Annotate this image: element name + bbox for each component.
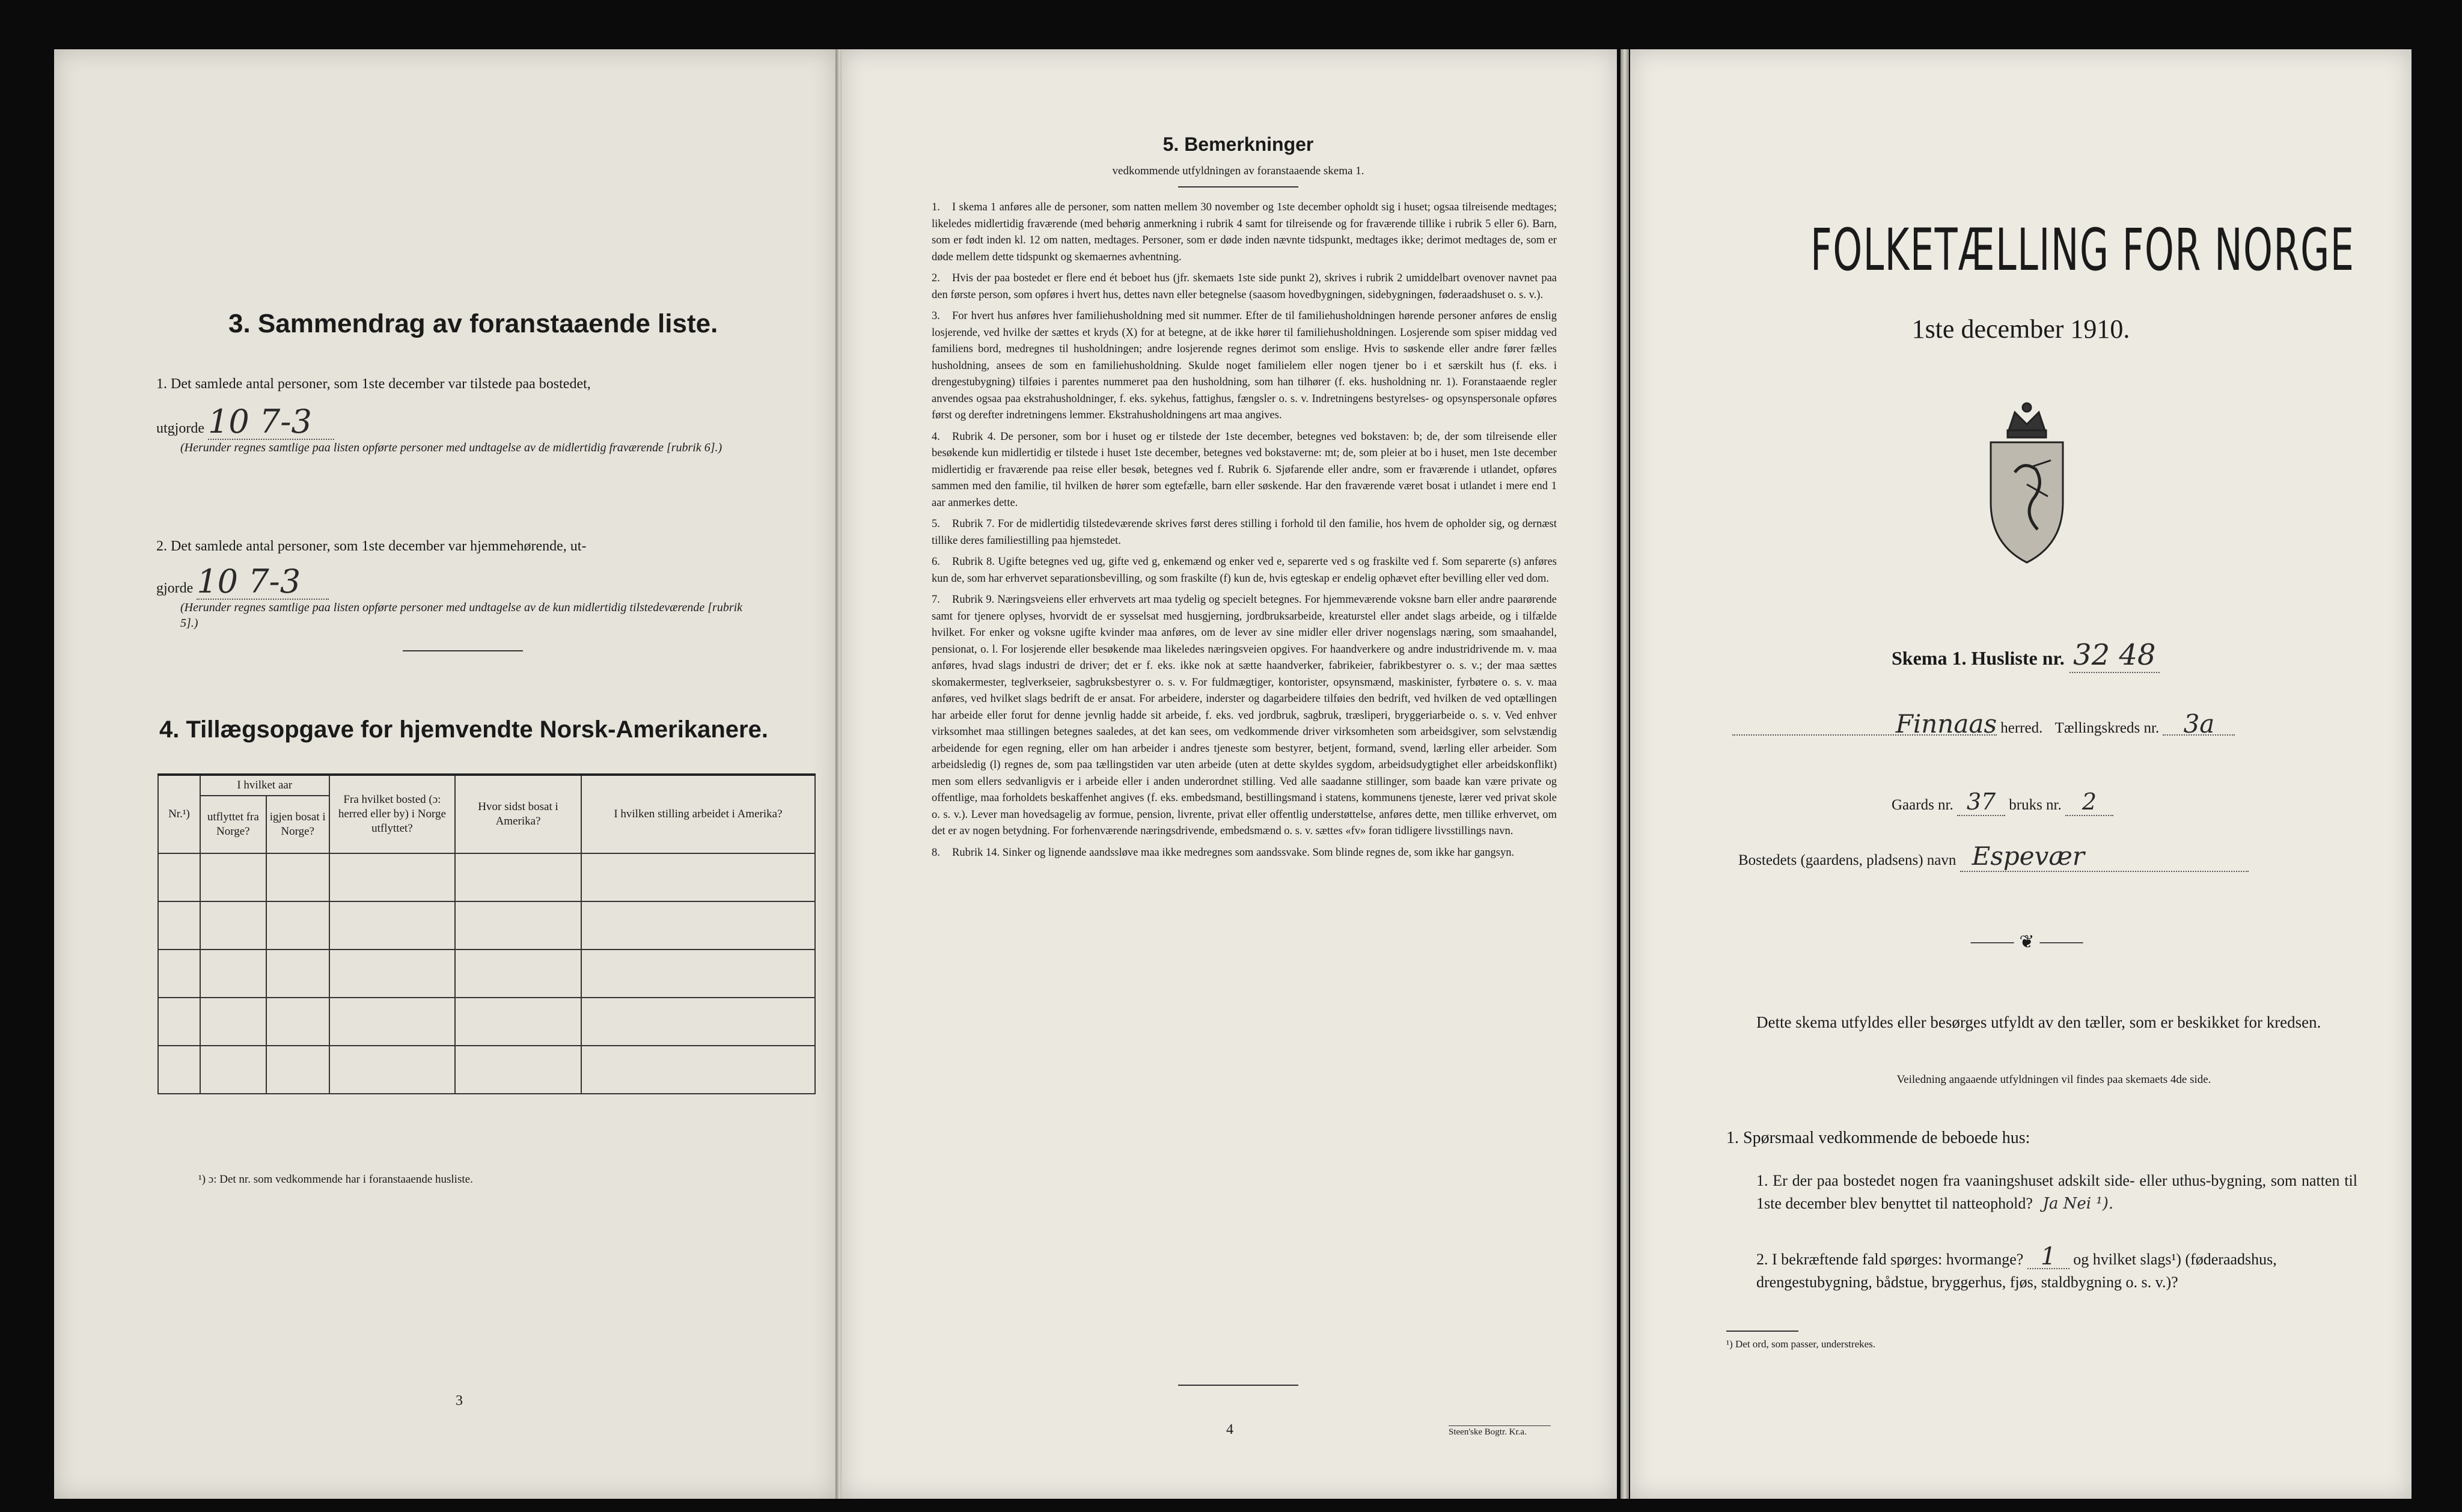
- section4-title: 4. Tillægsopgave for hjemvendte Norsk-Amerikanere.: [159, 716, 768, 743]
- bosted-line: [1738, 841, 2249, 872]
- spine-right: [1620, 49, 1629, 1499]
- summary-item-1-prefix: utgjorde: [156, 421, 204, 436]
- end-rule: [1178, 1385, 1298, 1386]
- page-middle: [842, 49, 1617, 1499]
- bruks-label: bruks nr.: [2009, 797, 2062, 813]
- remarks-list: [932, 200, 1557, 866]
- table-footnote: ¹) ɔ: Det nr. som vedkommende har i foranstaaende husliste.: [198, 1173, 473, 1186]
- table-row: [158, 1046, 815, 1094]
- summary-item-2-text: 2. Det samlede antal personer, som 1ste december var hjemmehørende, ut-: [156, 538, 587, 554]
- page-right: [1630, 49, 2412, 1499]
- remark-5: 5. Rubrik 7. For de midlertidig tilstedeværende skrives først deres stilling i forhold til den familie, hos hvem de opholder sig, og dernæst tillike deres familiestilling paa hjemstedet.: [932, 518, 1557, 547]
- table-row: [158, 901, 815, 950]
- norsk-amerikanere-table: [157, 773, 816, 1094]
- summary-item-1: [156, 374, 775, 456]
- question-1-2-count: 1: [2027, 1245, 2069, 1269]
- gaards-label: Gaards nr.: [1892, 797, 1953, 813]
- remark-3: 3. For hvert hus anføres hver familiehusholdning med sit nummer. Efter de til familiehusholdningen hørende personer anføres de enslig losjerende, ved hvilke der sættes et kryds (X) for at betegne, at de ikke hører til familiehusholdningen. Losjerende som spiser middag ved familiens bord, medregnes til husholdningen; andre losjerende regnes derimot som enslige. Hvis to søskende eller andre fører fælles husholdning, ansees de som en familiehusholdning. Skulde noget familielem eller nogen tjener bo i et særskilt hus (f. eks. i drengestubygning) tilføies i parentes nummeret paa den husholdning, som han tilhører (f. eks. husholdning nr. 1). Foranstaaende regler anvendes ogsaa paa ekstrahusholdninger, f. eks. sykehus, fattighus, fængsler o. s. v. Indretningens bestyrelses- og opsynspersonale opføres først og derefter indretningens lemmer. Ekstrahusholdningens art maa angives.: [932, 310, 1557, 421]
- bruks-value: 2: [2065, 788, 2113, 816]
- question-1-2-text-b: og hvilket slags¹) (føderaadshus, drengestubygning, bådstue, bryggerhus, fjøs, staldbygning o. s. v.)?: [1756, 1251, 2277, 1291]
- gaards-value: 37: [1957, 788, 2005, 816]
- col-igjen: igjen bosat i Norge?: [266, 796, 329, 853]
- question-1-title: 1. Spørsmaal vedkommende de beboede hus:: [1726, 1129, 2030, 1147]
- summary-item-2-prefix: gjorde: [156, 581, 194, 596]
- col-nr: Nr.¹): [158, 775, 200, 853]
- col-utflyttet: utflyttet fra Norge?: [200, 796, 266, 853]
- ornament: ⸻ ❦ ⸻: [1970, 932, 2084, 952]
- census-title: FOLKETÆLLING FOR NORGE: [1810, 216, 2355, 284]
- question-1-2: [1756, 1245, 2357, 1294]
- divider: [403, 650, 523, 651]
- instruction-sub: Veiledning angaaende utfyldningen vil findes paa skemaets 4de side.: [1896, 1073, 2211, 1086]
- instruction-text: Dette skema utfyldes eller besørges utfyldt av den tæller, som er beskikket for kredsen.: [1756, 1013, 2321, 1031]
- skema-line: [1892, 638, 2160, 673]
- table-row: [158, 950, 815, 998]
- remarks-subtitle: vedkommende utfyldningen av foranstaaende skema 1.: [1112, 165, 1364, 177]
- table-row: [158, 853, 815, 901]
- remark-1: 1. I skema 1 anføres alle de personer, som natten mellem 30 november og 1ste december opholdt sig i huset; ogsaa tilreisende medtages; likeledes midlertidig fraværende (med behørig anmerkning i rubrik 4 samt for tilreisende og for fraværende tillike i rubrik 5 eller 6). Barn, som er født inden kl. 12 om natten, medtages. Personer, som er døde inden nævnte tidspunkt, medtages ikke; derimot medtages de, som er døde mellem dette tidspunkt og skemaernes avhentning.: [932, 201, 1557, 263]
- col-stilling: I hvilken stilling arbeidet i Amerika?: [581, 775, 815, 853]
- page-number-left: 3: [456, 1393, 463, 1409]
- question-1-2-text-a: 2. I bekræftende fald spørges: hvormange?: [1756, 1251, 2024, 1268]
- right-footnote: ¹) Det ord, som passer, understrekes.: [1726, 1338, 1876, 1350]
- herred-line: [1732, 709, 2381, 739]
- krets-label: Tællingskreds nr.: [2054, 720, 2160, 736]
- remark-6: 6. Rubrik 8. Ugifte betegnes ved ug, gifte ved g, enkemænd og enker ved e, separerte ved s og fraskilte ved f. Som separerte (s) anføres kun de, som har erhvervet separationsbevilling, og som fraskilte (f) kun de, hvis egteskap er endelig ophævet efter bevilling eller ved dom.: [932, 556, 1557, 585]
- remark-7: 7. Rubrik 9. Næringsveiens eller erhvervets art maa tydelig og specielt betegnes. For hjemmeværende voksne barn eller andre paarørende samt for tjenere oplyses, hvorvidt de er sysselsat med husgjerning, jordbruksarbeide, kreaturstel eller andet slags arbeide, og i tilfælde hvilket. For enker og voksne ugifte kvinder maa anføres, om de lever av sine midler eller driver nogenslags næring, som smaahandel, pensionat, o. l. For losjerende eller besøkende maa likeledes næringsveien opgives. For haandverkere og andre industridrivende m. v. maa anføres, hvad slags industri de driver; det er f. eks. ikke nok at sætte haandverker, fabrikeier, fabrikbestyrer o. s. v.; der maa sættes skomakermester, teglverkseier, sagbruksbestyrer o. s. v. For fuldmægtiger, kontorister, opsynsmænd, maskinister, fyrbøtere o. s. v. maa anføres, ved hvilket slags bedrift de er ansat. For arbeidere, inderster og dagarbeidere tilføies den bedrift, ved hvilken de ved optællingen har arbeide eller forut for denne jevnlig hadde sit arbeide, f. eks. ved jordbruk, sagbruk, træsliperi, bryggeriarbeide o. s. v. Ved enhver virksomhet maa stillingen betegnes saaledes, at det kan sees, om vedkommende driver virksomheten som arbeidsgiver, som selvstændig arbeidende for egen regning, eller om han arbeider i andres tjeneste som bestyrer, betjent, formand, svend, lærling eller arbeider. Som arbeidsledig (l) regnes de, som paa tællingstiden var uten arbeide (uten at dette skyldes sygdom, arbeidsudygtighet eller arbeidskonflikt) men som ellers sedvanligvis er i arbeide eller i anden underordnet stilling. Ved alle saadanne stillinger, som baade kan være private og offentlige, maa forholdets beskaffenhet angives (f. eks. embedsmand, bestillingsmand i statens, kommunens tjeneste, lærer ved privat skole o. s. v.). Lever man hovedsagelig av formue, pension, livrente, privat eller offentlig understøttelse, anføres dette, men tillike erhvervet, om det er av nogen betydning. For forhenværende næringsdrivende, embedsmænd o. s. v. sættes «fv» foran tidligere livsstillings navn.: [932, 594, 1557, 837]
- summary-item-1-value: 10 7-3: [208, 405, 334, 440]
- summary-item-2-value: 10 7-3: [197, 565, 329, 600]
- herred-value: Finnaas: [1732, 714, 1997, 736]
- summary-item-2-note: (Herunder regnes samtlige paa listen opførte personer med undtagelse av de kun midlertidig tilstedeværende [rubrik 5].): [180, 601, 743, 630]
- gaards-line: [1892, 788, 2113, 816]
- col-hvor: Hvor sidst bosat i Amerika?: [455, 775, 581, 853]
- remark-8: 8. Rubrik 14. Sinker og lignende aandssløve maa ikke medregnes som aandssvake. Som blinde regnes de, som ikke har gangsyn.: [932, 846, 1515, 859]
- bosted-label: Bostedets (gaardens, pladsens) navn: [1738, 852, 1956, 868]
- section3-title: 3. Sammendrag av foranstaaende liste.: [228, 309, 718, 338]
- herred-label: herred.: [2000, 720, 2043, 736]
- page-number-middle: 4: [1226, 1422, 1233, 1437]
- remarks-title: 5. Bemerkninger: [1162, 133, 1314, 155]
- summary-item-1-text: 1. Det samlede antal personer, som 1ste december var tilstede paa bostedet,: [156, 376, 591, 392]
- remark-2: 2. Hvis der paa bostedet er flere end ét beboet hus (jfr. skemaets 1ste side punkt 2), skrives i rubrik 2 umiddelbart ovenover navnet paa den første person, som opføres i hvert hus, dettes navn eller betegnelse (saasom hovedbygningen, sidebygningen, føderaadshuset o. s. v.).: [932, 272, 1557, 301]
- question-1-1-text: 1. Er der paa bostedet nogen fra vaaningshuset adskilt side- eller uthus-bygning, som natten til 1ste december blev benyttet til natteophold?: [1756, 1172, 2357, 1212]
- title-rule: [1178, 186, 1298, 187]
- coat-of-arms-icon: [1967, 394, 2087, 575]
- page-left: [54, 49, 835, 1499]
- col-group-year: I hvilket aar: [200, 775, 329, 796]
- summary-item-2: [156, 536, 775, 631]
- census-date: 1ste december 1910.: [1911, 314, 2130, 344]
- question-1-1-answer: Ja Nei ¹).: [2042, 1195, 2114, 1213]
- table-row: [158, 998, 815, 1046]
- skema-label: Skema 1. Husliste nr.: [1892, 647, 2065, 669]
- footnote-rule: [1726, 1331, 1798, 1332]
- printer-mark: Steen'ske Bogtr. Kr.a.: [1449, 1425, 1551, 1437]
- summary-item-1-note: (Herunder regnes samtlige paa listen opførte personer med undtagelse av de midlertidig fraværende [rubrik 6].): [180, 441, 722, 454]
- remark-4: 4. Rubrik 4. De personer, som bor i huset og er tilstede der 1ste december, betegnes ved bokstaven: b; de, der som tilreisende eller besøkende kun midlertidig er tilstede i huset 1ste december, betegnes ved bokstaverne: mt; de, som pleier at bo i huset, men 1ste december midlertidig er fraværende paa reise eller besøk, betegnes ved f. Rubrik 6. Sjøfarende eller andre, som er fraværende i utlandet, opføres sammen med den familie, til hvilken de hører som egtefælle, barn eller søskende. Har den fraværende været bosat i utlandet i mere end 1 aar anmerkes dette.: [932, 430, 1557, 509]
- husliste-number: 32 48: [2069, 638, 2160, 673]
- question-1-1: [1756, 1169, 2357, 1215]
- krets-value: 3a: [2163, 714, 2235, 736]
- col-fra: Fra hvilket bosted (ɔ: herred eller by) i Norge utflyttet?: [329, 775, 456, 853]
- bosted-value: Espevær: [1960, 841, 2249, 872]
